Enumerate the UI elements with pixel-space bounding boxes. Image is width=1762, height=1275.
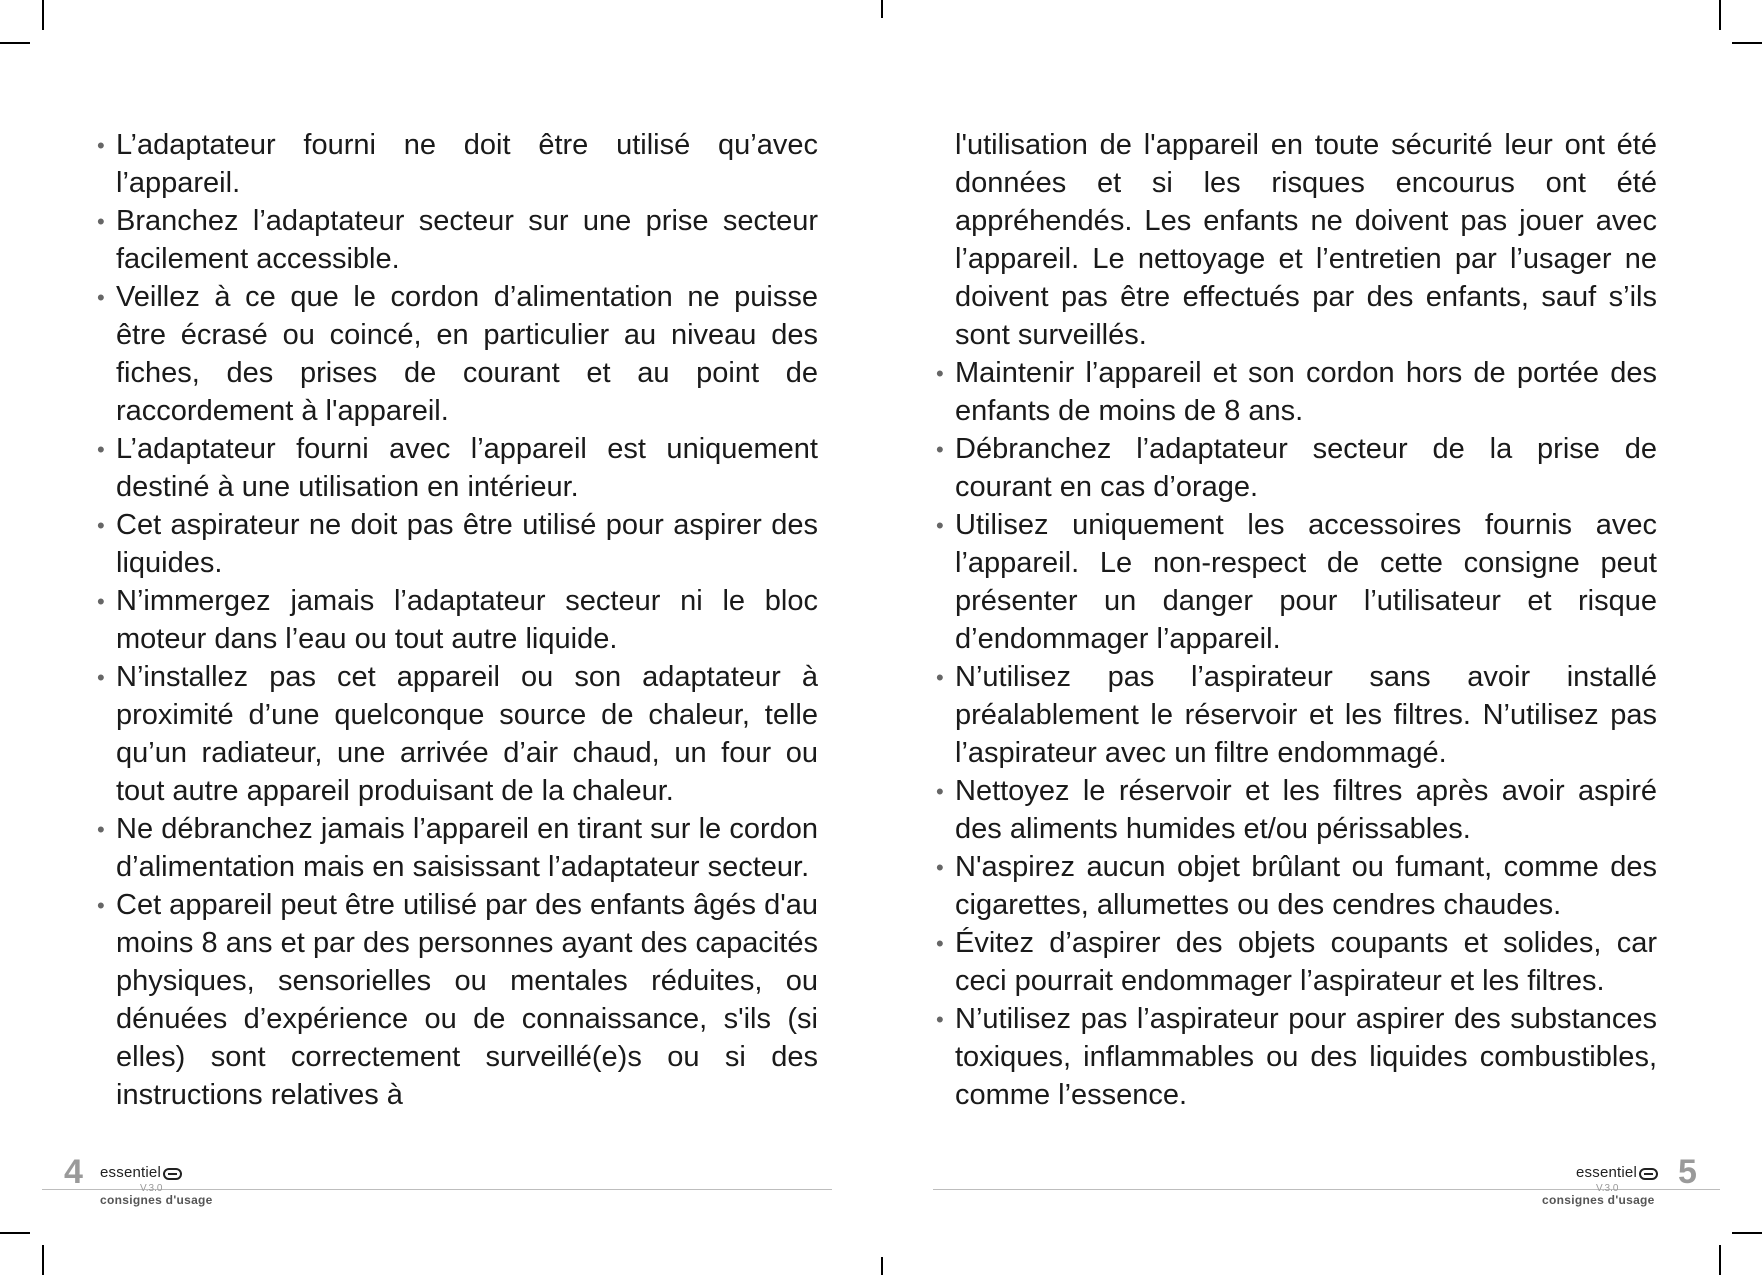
bullet-icon: • xyxy=(936,513,944,538)
list-item: • N’installez pas cet appareil ou son adaptateur à proximité d’une quelconque source de chaleur, telle qu’un radiateur, une arrivée d’air chaud, un four ou tout autre appareil produisant de la chaleur. xyxy=(94,658,818,810)
brand-b-icon xyxy=(163,1168,182,1180)
list-item: • Utilisez uniquement les accessoires fournis avec l’appareil. Le non-respect de cette consigne peut présenter un danger pour l’utilisateur et risque d’endommager l’appareil. xyxy=(933,506,1657,658)
crop-mark xyxy=(0,1232,30,1234)
bullet-icon: • xyxy=(936,779,944,804)
brand-b-icon xyxy=(1639,1168,1658,1180)
bullet-icon: • xyxy=(936,931,944,956)
bullet-icon: • xyxy=(97,437,105,462)
list-item: • N’utilisez pas l’aspirateur sans avoir installé préalablement le réservoir et les filtres. N’utilisez pas l’aspirateur avec un filtre endommagé. xyxy=(933,658,1657,772)
footer-subtitle-right: consignes d'usage xyxy=(1542,1193,1655,1207)
bullet-icon: • xyxy=(97,513,105,538)
bullet-icon: • xyxy=(936,665,944,690)
continued-paragraph: l'utilisation de l'appareil en toute sécurité leur ont été données et si les risques encourus ont été appréhendés. Les enfants ne doivent pas jouer avec l’appareil. Le nettoyage et l’entretien par l’usager ne doivent pas être effectués par des enfants, sauf s’ils sont surveillés. xyxy=(955,129,1657,351)
crop-mark xyxy=(1732,42,1762,44)
left-page-column xyxy=(94,126,818,1114)
version-label-right: V.3.0 xyxy=(1596,1183,1619,1194)
crop-mark xyxy=(1732,1232,1762,1234)
list-item: • Maintenir l’appareil et son cordon hors de portée des enfants de moins de 8 ans. xyxy=(933,354,1657,430)
crop-mark xyxy=(42,1245,44,1275)
bullet-icon: • xyxy=(97,589,105,614)
crop-mark xyxy=(1719,0,1721,30)
list-item: • N’immergez jamais l’adaptateur secteur ni le bloc moteur dans l’eau ou tout autre liquide. xyxy=(94,582,818,658)
brand-name: essentiel xyxy=(1576,1164,1638,1181)
crop-mark xyxy=(42,0,44,30)
brand-name: essentiel xyxy=(100,1164,162,1181)
brand-logo-left xyxy=(100,1164,182,1181)
list-item: • Évitez d’aspirer des objets coupants et solides, car ceci pourrait endommager l’aspirateur et les filtres. xyxy=(933,924,1657,1000)
list-item: • N’utilisez pas l’aspirateur pour aspirer des substances toxiques, inflammables ou des liquides combustibles, comme l’essence. xyxy=(933,1000,1657,1114)
brand-logo-right xyxy=(1576,1164,1658,1181)
page-number-right: 5 xyxy=(1678,1153,1697,1191)
list-item: • L’adaptateur fourni avec l’appareil est uniquement destiné à une utilisation en intérieur. xyxy=(94,430,818,506)
list-item: • Cet appareil peut être utilisé par des enfants âgés d'au moins 8 ans et par des personnes ayant des capacités physiques, sensorielles ou mentales réduites, ou dénuées d’expérience ou de connaissance, s'ils (si elles) sont correctement surveillé(e)s ou si des instructions relatives à xyxy=(94,886,818,1114)
bullet-icon: • xyxy=(936,1007,944,1032)
list-item: • Ne débranchez jamais l’appareil en tirant sur le cordon d’alimentation mais en saisissant l’adaptateur secteur. xyxy=(94,810,818,886)
list-item: • Veillez à ce que le cordon d’alimentation ne puisse être écrasé ou coincé, en particulier au niveau des fiches, des prises de courant et au point de raccordement à l'appareil. xyxy=(94,278,818,430)
bullet-icon: • xyxy=(97,209,105,234)
bullet-icon: • xyxy=(97,285,105,310)
bullet-icon: • xyxy=(97,817,105,842)
safety-list-left xyxy=(94,126,818,1114)
footer-subtitle-left: consignes d'usage xyxy=(100,1193,213,1207)
list-item: • N'aspirez aucun objet brûlant ou fumant, comme des cigarettes, allumettes ou des cendres chaudes. xyxy=(933,848,1657,924)
version-label-left: V.3.0 xyxy=(140,1183,163,1194)
crop-mark xyxy=(881,1257,883,1275)
bullet-icon: • xyxy=(97,133,105,158)
crop-mark xyxy=(1719,1245,1721,1275)
crop-mark xyxy=(0,42,30,44)
crop-mark xyxy=(881,0,883,18)
bullet-icon: • xyxy=(97,893,105,918)
list-item: • Cet aspirateur ne doit pas être utilisé pour aspirer des liquides. xyxy=(94,506,818,582)
bullet-icon: • xyxy=(936,437,944,462)
list-item: • Débranchez l’adaptateur secteur de la prise de courant en cas d’orage. xyxy=(933,430,1657,506)
safety-list-right xyxy=(933,354,1657,1114)
right-page-column xyxy=(933,126,1657,1114)
list-item: • L’adaptateur fourni ne doit être utilisé qu’avec l’appareil. xyxy=(94,126,818,202)
list-item: • Branchez l’adaptateur secteur sur une prise secteur facilement accessible. xyxy=(94,202,818,278)
bullet-icon: • xyxy=(97,665,105,690)
list-item: • Nettoyez le réservoir et les filtres après avoir aspiré des aliments humides et/ou périssables. xyxy=(933,772,1657,848)
bullet-icon: • xyxy=(936,855,944,880)
page-number-left: 4 xyxy=(64,1153,83,1191)
bullet-icon: • xyxy=(936,361,944,386)
